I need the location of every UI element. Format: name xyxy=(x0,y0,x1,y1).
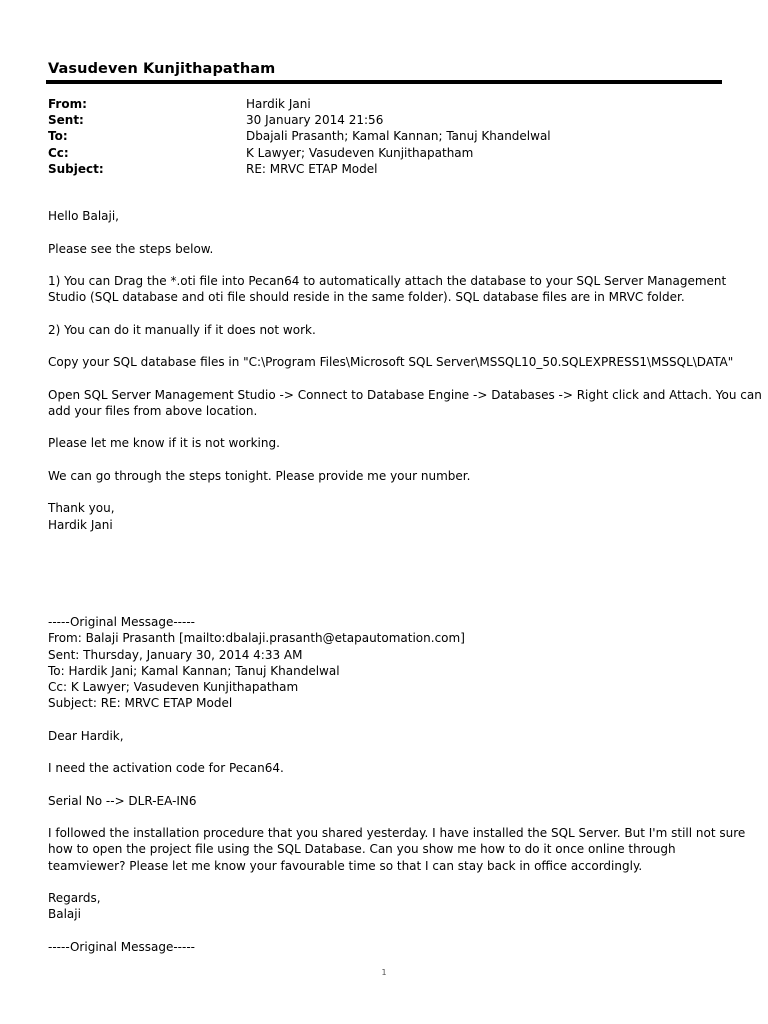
original-followed-line2: how to open the project file using the SQL Database. Can you show me how to do it once online through xyxy=(48,842,676,857)
original-serial: Serial No --> DLR-EA-IN6 xyxy=(48,793,197,808)
header-row-cc xyxy=(48,145,551,161)
reply-intro: Please see the steps below. xyxy=(48,241,214,256)
header-label-from: From: xyxy=(48,97,87,111)
header-value-from: Hardik Jani xyxy=(246,97,311,111)
header-divider-rule xyxy=(46,80,722,84)
reply-step1-line1: 1) You can Drag the *.oti file into Pecan64 to automatically attach the database to your SQL Server Management xyxy=(48,274,727,288)
header-value-subject: RE: MRVC ETAP Model xyxy=(246,161,378,176)
reply-copy-path: Copy your SQL database files in "C:\Program Files\Microsoft SQL Server\MSSQL10_50.SQLEXPRESS1\MSSQL\DATA" xyxy=(48,355,734,370)
spacer xyxy=(48,549,728,614)
original-subject: Subject: RE: MRVC ETAP Model xyxy=(48,696,233,711)
page-number: 1 xyxy=(381,968,387,977)
original-divider: -----Original Message----- xyxy=(48,615,195,630)
reply-open-line2: add your files from above location. xyxy=(48,403,258,418)
original-need-code: I need the activation code for Pecan64. xyxy=(48,761,284,776)
original-greeting: Dear Hardik, xyxy=(48,728,124,743)
header-value-to: Dbajali Prasanth; Kamal Kannan; Tanuj Khandelwal xyxy=(246,129,551,144)
header-row-sent xyxy=(48,112,551,128)
reply-step1-line2: Studio (SQL database and oti file should reside in the same folder). SQL database files are in MRVC folder. xyxy=(48,290,685,305)
mailbox-owner-name: Vasudeven Kunjithapatham xyxy=(48,61,276,77)
header-label-cc: Cc: xyxy=(48,145,69,160)
original-sent: Sent: Thursday, January 30, 2014 4:33 AM xyxy=(48,647,303,662)
original-divider-2: -----Original Message----- xyxy=(48,939,195,954)
original-regards: Regards, xyxy=(48,891,101,906)
reply-let-know: Please let me know if it is not working. xyxy=(48,436,280,451)
reply-signature: Hardik Jani xyxy=(48,517,113,532)
reply-tonight: We can go through the steps tonight. Please provide me your number. xyxy=(48,468,471,483)
original-signature: Balaji xyxy=(48,907,81,922)
original-followed-line1: I followed the installation procedure that you shared yesterday. I have installed the SQL Server. But I'm still not sure xyxy=(48,826,746,841)
header-label-to: To: xyxy=(48,129,68,144)
original-followed-line3: teamviewer? Please let me know your favourable time so that I can stay back in office accordingly. xyxy=(48,858,643,873)
header-value-sent: 30 January 2014 21:56 xyxy=(246,113,384,128)
header-value-cc: K Lawyer; Vasudeven Kunjithapatham xyxy=(246,145,474,160)
reply-open-line1: Open SQL Server Management Studio -> Connect to Database Engine -> Databases -> Right click and Attach. You can xyxy=(48,387,762,402)
header-label-subject: Subject: xyxy=(48,161,104,176)
reply-thanks: Thank you, xyxy=(48,501,115,516)
email-header-block xyxy=(48,96,551,177)
original-from: From: Balaji Prasanth [mailto:dbalaji.prasanth@etapautomation.com] xyxy=(48,631,465,646)
header-label-sent: Sent: xyxy=(48,113,84,128)
email-body xyxy=(48,208,762,955)
original-to: To: Hardik Jani; Kamal Kannan; Tanuj Khandelwal xyxy=(48,663,340,678)
header-row-to xyxy=(48,128,551,144)
header-row-from xyxy=(48,96,551,112)
original-cc: Cc: K Lawyer; Vasudeven Kunjithapatham xyxy=(48,679,299,694)
reply-greeting: Hello Balaji, xyxy=(48,209,119,223)
header-row-subject xyxy=(48,161,551,177)
reply-step2: 2) You can do it manually if it does not work. xyxy=(48,322,316,337)
